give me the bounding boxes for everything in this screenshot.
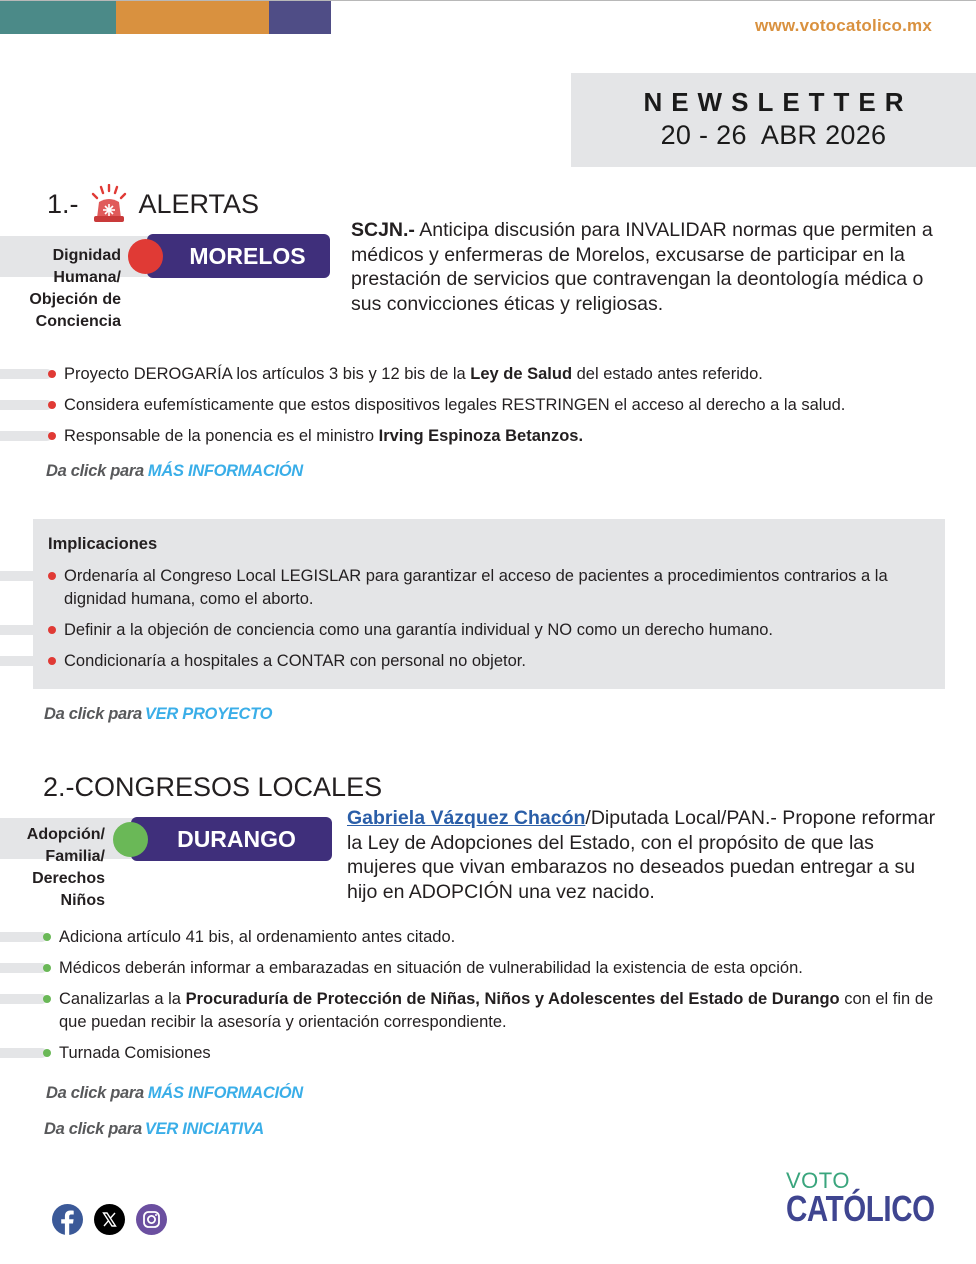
- lead-text: /Diputada Local/PAN.- Propone reformar la Ley de Adopciones del Estado, con el propósito de que las mujeres que vivan embarazos no deseados puedan entregar a su hijo en ADOPCIÓN una vez nacido.: [347, 807, 936, 903]
- section-2-bullets: [0, 926, 940, 1065]
- cta-prefix: Da click para: [44, 705, 142, 723]
- bullet-text: Condicionaría a hospitales a CONTAR con personal no objetor.: [64, 652, 526, 670]
- section-1-title: ALERTAS: [138, 188, 260, 219]
- logo-bottom-text: CATÓLICO: [786, 1188, 935, 1229]
- teal-bar: [0, 1, 116, 34]
- section-2-heading: [43, 772, 382, 803]
- newsletter-date: 20 - 26 ABR 2026: [660, 120, 887, 150]
- cta-more-info-2: [46, 1084, 303, 1103]
- bullet-dot: [48, 626, 56, 634]
- bullet-bar: [0, 656, 52, 666]
- bullet-bar: [0, 369, 52, 379]
- orange-bar: [116, 1, 269, 34]
- section-2-lead: [347, 806, 947, 904]
- bullet-bold: Irving Espinoza Betanzos.: [378, 427, 584, 445]
- bullet-dot: [43, 1049, 51, 1057]
- bullet-bold: Ley de Salud: [470, 365, 573, 383]
- section-1-lead: [351, 218, 941, 316]
- bullet-text: Turnada Comisiones: [59, 1044, 211, 1062]
- bullet-text: Considera eufemísticamente que estos dispositivos legales RESTRINGEN el acceso al derecho a la salud.: [64, 396, 846, 414]
- state-pill-morelos: [147, 234, 330, 278]
- lead-text: Anticipa discusión para INVALIDAR normas que permiten a médicos y enfermeras de Morelos, excusarse de participar en la prestación de servicios que contravengan la deontología médica o sus convicciones éticas y religiosas.: [351, 219, 933, 315]
- category-line: Familia/: [45, 848, 105, 865]
- cta-more-info-1: [46, 462, 303, 481]
- bullet-dot: [48, 370, 56, 378]
- category-line: Objeción de: [29, 291, 121, 308]
- newsletter-header-box: [571, 73, 976, 167]
- category-line: Conciencia: [35, 313, 121, 330]
- bullet-bar: [0, 994, 47, 1004]
- social-links: [52, 1204, 167, 1235]
- cta-view-project: [44, 705, 272, 724]
- facebook-icon[interactable]: [52, 1204, 83, 1235]
- state-label: MORELOS: [189, 242, 306, 269]
- section-1-bullets: [0, 363, 960, 448]
- list-item: [0, 1042, 940, 1065]
- instagram-icon[interactable]: [136, 1204, 167, 1235]
- cta-view-initiative: [44, 1120, 264, 1139]
- more-info-link[interactable]: MÁS INFORMACIÓN: [147, 462, 303, 480]
- bullet-dot: [48, 432, 56, 440]
- bullet-bar: [0, 963, 47, 973]
- category-line: Niños: [60, 892, 105, 909]
- bullet-text: Ordenaría al Congreso Local LEGISLAR para garantizar el acceso de pacientes a procedimientos contrarios a la dignidad humana, como el aborto.: [64, 567, 888, 608]
- bullet-text: del estado antes referido.: [572, 365, 763, 383]
- bullet-text: Proyecto DEROGARÍA los artículos 3 bis y 12 bis de la: [64, 365, 471, 383]
- more-info-link[interactable]: MÁS INFORMACIÓN: [147, 1084, 303, 1102]
- bullet-bar: [0, 932, 47, 942]
- view-project-link[interactable]: VER PROYECTO: [144, 705, 273, 723]
- bullet-dot: [43, 933, 51, 941]
- deputy-name-link[interactable]: Gabriela Vázquez Chacón: [347, 807, 586, 829]
- bullet-bar: [0, 400, 52, 410]
- newsletter-title: NEWSLETTER: [643, 87, 913, 117]
- list-item: [0, 988, 940, 1034]
- purple-bar: [269, 1, 331, 34]
- logo-top-text: VOTO: [786, 1168, 850, 1193]
- section-1-number: 1.-: [47, 188, 79, 219]
- list-item: [0, 619, 940, 642]
- bullet-bar: [0, 431, 52, 441]
- category-label: [0, 245, 121, 333]
- bullet-text: Definir a la objeción de conciencia como una garantía individual y NO como un derecho humano.: [64, 621, 774, 639]
- category-line: Humana/: [53, 269, 121, 286]
- list-item: [0, 425, 960, 448]
- bullet-bar: [0, 571, 52, 581]
- implications-title: Implicaciones: [48, 535, 158, 553]
- lead-source: SCJN.-: [351, 219, 415, 241]
- view-initiative-link[interactable]: VER INICIATIVA: [144, 1120, 264, 1138]
- list-item: [0, 394, 960, 417]
- voto-catolico-logo: [786, 1168, 936, 1229]
- section-1-heading: [47, 184, 259, 224]
- state-pill-durango: [131, 817, 332, 861]
- bullet-dot: [48, 572, 56, 580]
- category-line: Dignidad: [52, 247, 121, 264]
- site-url-link[interactable]: www.votocatolico.mx: [755, 16, 932, 35]
- list-item: [0, 650, 940, 673]
- bullet-text: con el fin de que puedan recibir la asesoría y orientación correspondiente.: [59, 990, 934, 1031]
- bullet-text: Canalizarlas a la: [59, 990, 186, 1008]
- category-label: [0, 824, 105, 912]
- bullet-bold: Procuraduría de Protección de Niñas, Niños y Adolescentes del Estado de Durango: [185, 990, 840, 1008]
- category-line: Derechos: [32, 870, 105, 887]
- cta-prefix: Da click para: [46, 462, 144, 480]
- list-item: [0, 926, 940, 949]
- brand-color-bars: [0, 1, 331, 34]
- bullet-dot: [48, 401, 56, 409]
- bullet-text: Adiciona artículo 41 bis, al ordenamiento antes citado.: [59, 928, 456, 946]
- bullet-text: Responsable de la ponencia es el ministro: [64, 427, 379, 445]
- bullet-dot: [48, 657, 56, 665]
- section-2-title: 2.-CONGRESOS LOCALES: [43, 772, 383, 802]
- state-label: DURANGO: [177, 825, 296, 852]
- green-status-dot: [113, 822, 148, 857]
- cta-prefix: Da click para: [46, 1084, 144, 1102]
- category-line: Adopción/: [26, 826, 105, 843]
- list-item: [0, 565, 940, 611]
- bullet-dot: [43, 995, 51, 1003]
- x-icon[interactable]: [94, 1204, 125, 1235]
- bullet-bar: [0, 1048, 47, 1058]
- cta-prefix: Da click para: [44, 1120, 142, 1138]
- list-item: [0, 363, 960, 386]
- bullet-bar: [0, 625, 52, 635]
- bullet-dot: [43, 964, 51, 972]
- red-status-dot: [128, 239, 163, 274]
- implications-list: [0, 565, 940, 673]
- alert-siren-icon: [87, 184, 131, 224]
- bullet-text: Médicos deberán informar a embarazadas en situación de vulnerabilidad la existencia de esta opción.: [59, 959, 803, 977]
- list-item: [0, 957, 940, 980]
